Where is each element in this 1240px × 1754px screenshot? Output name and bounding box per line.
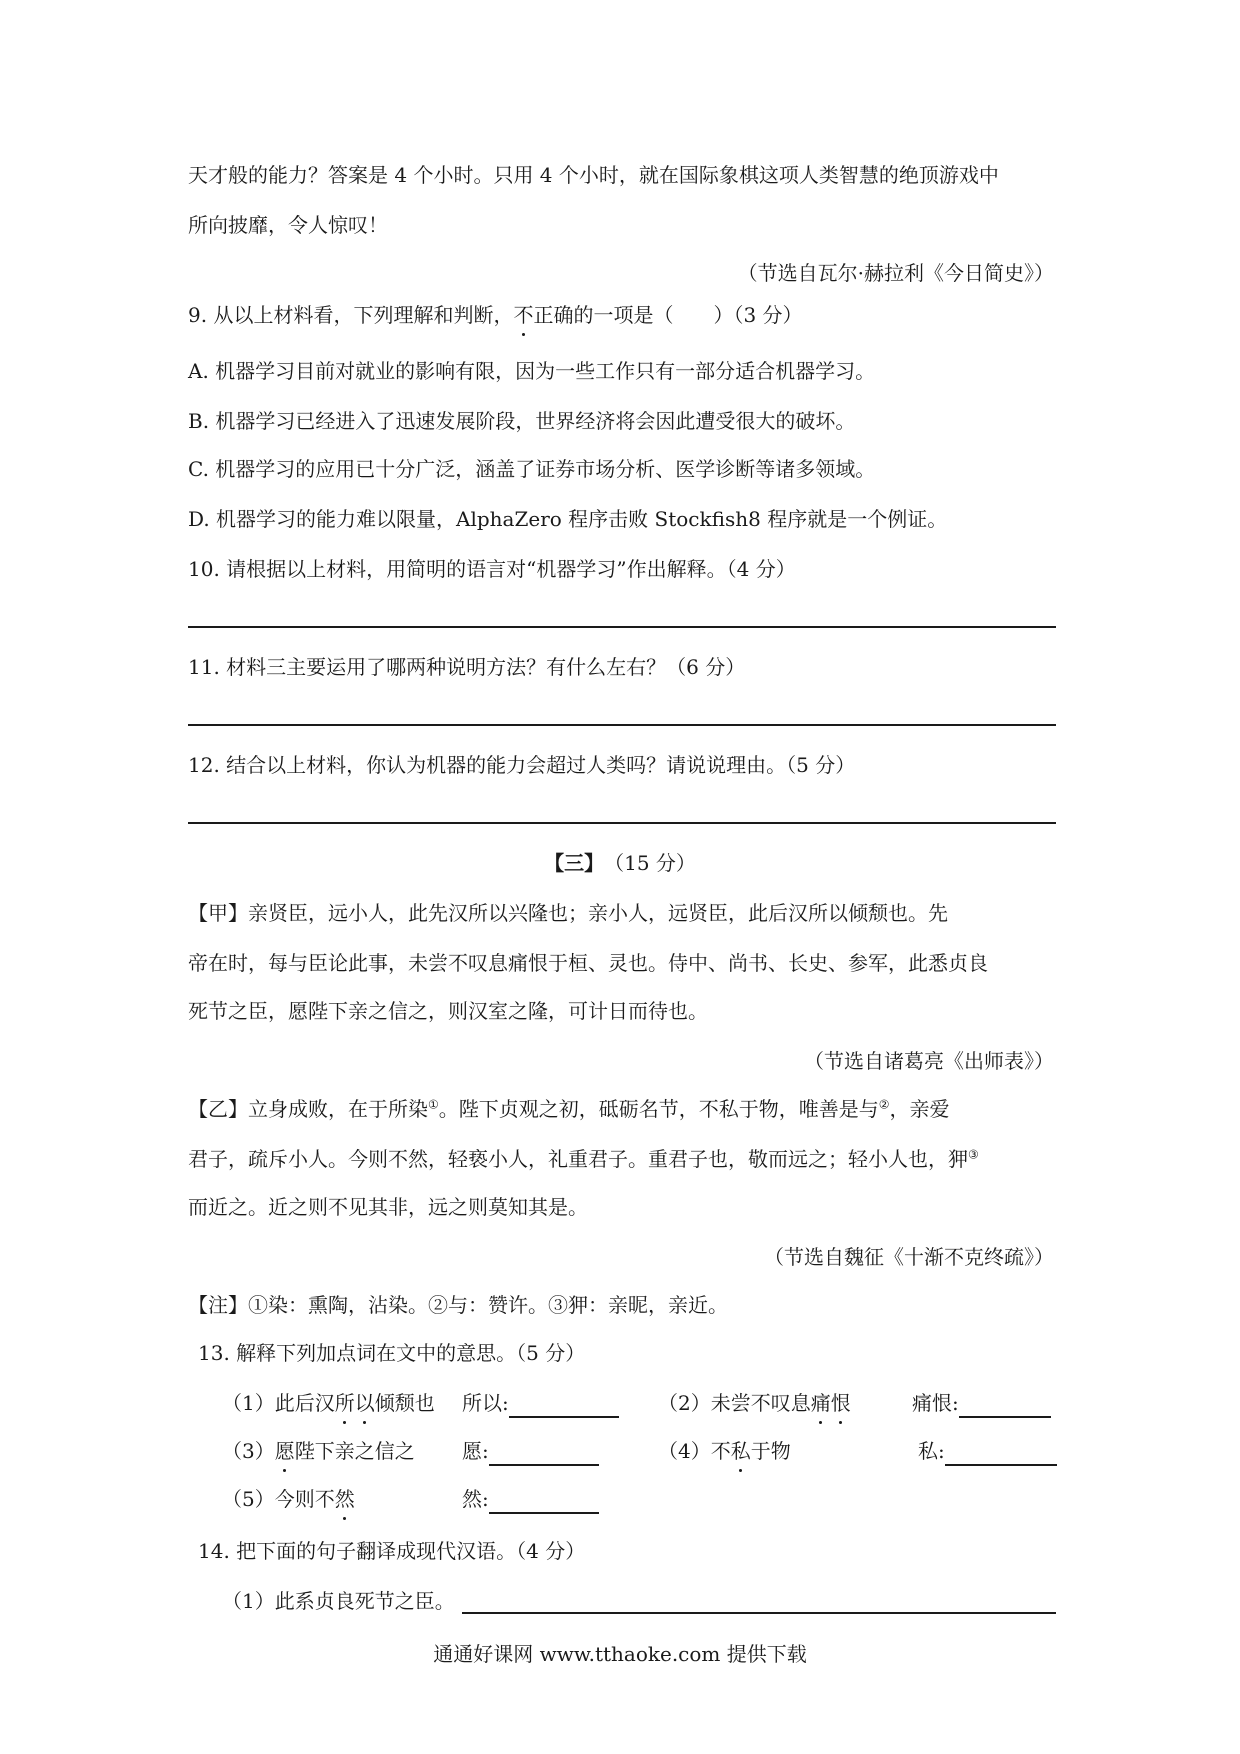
q13-answer-3[interactable]: [462, 1436, 599, 1466]
q14-item-1: （1）此系贞良死节之臣。: [222, 1589, 455, 1613]
question-9: [188, 300, 803, 330]
passage-source: （节选自诸葛亮《出师表》）: [804, 1049, 1054, 1073]
option-c: C. 机器学习的应用已十分广泛，涵盖了证券市场分析、医学诊断等诸多领域。: [188, 457, 876, 481]
term-label: 愿:: [462, 1439, 489, 1463]
passage-jia-line: 死节之臣，愿陛下亲之信之，则汉室之隆，可计日而待也。: [188, 999, 708, 1023]
q13-answer-1[interactable]: [462, 1388, 619, 1418]
answer-blank[interactable]: [959, 1394, 1051, 1418]
passage-line: 所向披靡，令人惊叹！: [188, 213, 388, 237]
question-12: 12. 结合以上材料，你认为机器的能力会超过人类吗？请说说理由。（5 分）: [188, 753, 856, 777]
answer-blank[interactable]: [489, 1442, 599, 1466]
passage-jia-line: 帝在时，每与臣论此事，未尝不叹息痛恨于桓、灵也。侍中、尚书、长史、参军，此悉贞良: [188, 951, 988, 975]
q13-answer-2[interactable]: [912, 1388, 1051, 1418]
answer-line[interactable]: [188, 626, 1056, 628]
section-heading: [0, 848, 1240, 878]
question-text: 9. 从以上材料看，下列理解和判断，: [188, 303, 514, 327]
passage-yi-line: [188, 1144, 979, 1174]
section-score: （15 分）: [614, 851, 696, 875]
emphasis-mark: 不: [513, 300, 533, 330]
question-13: 13. 解释下列加点词在文中的意思。（5 分）: [198, 1341, 586, 1365]
passage-label: 【甲】: [188, 901, 248, 925]
passage-label: 【乙】: [188, 1097, 248, 1121]
answer-blank[interactable]: [509, 1394, 619, 1418]
section-title: 【三】: [544, 851, 595, 875]
answer-line[interactable]: [188, 724, 1056, 726]
question-10: 10. 请根据以上材料，用简明的语言对“机器学习”作出解释。（4 分）: [188, 557, 796, 581]
q13-item-4: （4）不私于物: [658, 1436, 791, 1466]
passage-text: 君子，疏斥小人。今则不然，轻亵小人，礼重君子。重君子也，敬而远之；轻小人也，狎: [188, 1147, 968, 1171]
emphasis-mark: 愿: [275, 1436, 295, 1466]
footnote-marker: ②: [878, 1097, 890, 1112]
emphasis-mark: 恨: [831, 1388, 851, 1418]
passage-text: 亲贤臣，远小人，此先汉所以兴隆也；亲小人，远贤臣，此后汉所以倾颓也。先: [248, 901, 948, 925]
answer-blank[interactable]: [945, 1442, 1057, 1466]
q13-item-3: （3）愿陛下亲之信之: [222, 1436, 415, 1466]
term-label: 私:: [918, 1439, 945, 1463]
passage-source: （节选自瓦尔·赫拉利《今日简史》）: [737, 261, 1054, 285]
passage-source: （节选自魏征《十渐不克终疏》）: [764, 1245, 1054, 1269]
q13-item-5: （5）今则不然: [222, 1484, 355, 1514]
answer-blank[interactable]: [489, 1490, 599, 1514]
option-a: A. 机器学习目前对就业的影响有限，因为一些工作只有一部分适合机器学习。: [188, 359, 876, 383]
emphasis-mark: 所: [335, 1388, 355, 1418]
passage-text: 立身成败，在于所染: [248, 1097, 428, 1121]
q13-item-2: （2）未尝不叹息痛恨: [658, 1388, 851, 1418]
passage-jia-line: [188, 898, 948, 928]
footnote: 【注】①染：熏陶，沾染。②与：赞许。③狎：亲昵，亲近。: [188, 1293, 728, 1317]
option-d: D. 机器学习的能力难以限量，AlphaZero 程序击败 Stockfish8 程序就是一个例证。: [188, 507, 948, 531]
passage-line: 天才般的能力？答案是 4 个小时。只用 4 个小时，就在国际象棋这项人类智慧的绝顶游戏中: [188, 163, 999, 187]
footnote-marker: ③: [968, 1147, 979, 1162]
question-14: 14. 把下面的句子翻译成现代汉语。（4 分）: [198, 1539, 586, 1563]
passage-yi-line: [188, 1094, 950, 1124]
term-label: 所以:: [462, 1391, 509, 1415]
page-footer: 通通好课网 www.tthaoke.com 提供下载: [433, 1642, 807, 1666]
answer-line[interactable]: [462, 1612, 1056, 1614]
question-text: 正确的一项是（ ）（3 分）: [533, 303, 803, 327]
term-label: 痛恨:: [912, 1391, 959, 1415]
emphasis-mark: 以: [355, 1388, 375, 1418]
passage-yi-line: 而近之。近之则不见其非，远之则莫知其是。: [188, 1195, 588, 1219]
option-b: B. 机器学习已经进入了迅速发展阶段，世界经济将会因此遭受很大的破坏。: [188, 409, 856, 433]
question-11: 11. 材料三主要运用了哪两种说明方法？有什么左右？（6 分）: [188, 655, 746, 679]
answer-line[interactable]: [188, 822, 1056, 824]
emphasis-mark: 然: [335, 1484, 355, 1514]
passage-text: ，亲爱: [889, 1097, 950, 1121]
q13-item-1: （1）此后汉所以倾颓也: [222, 1388, 435, 1418]
emphasis-mark: 痛: [811, 1388, 831, 1418]
term-label: 然:: [462, 1487, 489, 1511]
q13-answer-4[interactable]: [918, 1436, 1057, 1466]
q13-answer-5[interactable]: [462, 1484, 599, 1514]
passage-text: 。陛下贞观之初，砥砺名节，不私于物，唯善是与: [438, 1097, 879, 1121]
footnote-marker: ①: [428, 1097, 439, 1112]
emphasis-mark: 私: [731, 1436, 751, 1466]
